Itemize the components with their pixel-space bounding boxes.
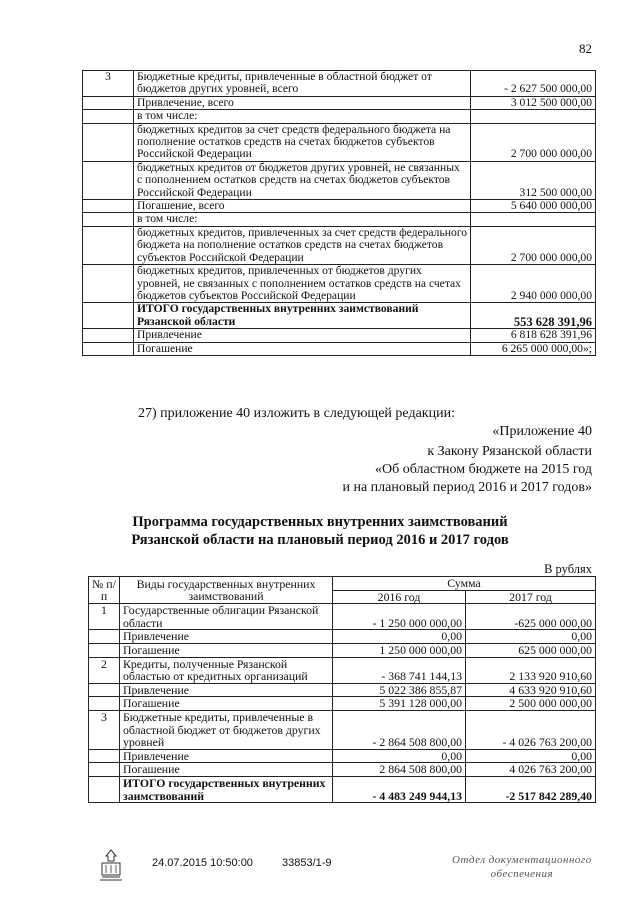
borrowing-program-table <box>88 576 596 803</box>
row-value: 2 940 000 000,00 <box>471 265 596 303</box>
row-value: 5 640 000 000,00 <box>471 200 596 213</box>
table2-row <box>89 657 596 683</box>
row-value-2017: -625 000 000,00 <box>466 604 596 630</box>
row-desc: Привлечение <box>120 683 333 697</box>
budget-credits-table <box>82 70 596 356</box>
row-value-2016: 1 250 000 000,00 <box>333 643 466 657</box>
row-desc: Государственные облигации Рязанской области <box>120 604 333 630</box>
header-desc: Виды государственных внутренних заимствований <box>120 577 333 604</box>
table2-row <box>89 749 596 763</box>
row-desc: Привлечение <box>120 630 333 644</box>
annex-line-2: к Закону Рязанской области <box>427 444 592 459</box>
table1-row <box>83 265 596 303</box>
row-value-2016: - 2 864 508 800,00 <box>333 710 466 749</box>
row-value: 312 500 000,00 <box>471 161 596 199</box>
row-value: - 2 627 500 000,00 <box>471 71 596 97</box>
table1-row <box>83 342 596 355</box>
table1-row <box>83 161 596 199</box>
row-value <box>471 110 596 123</box>
stamp-line-1: Отдел документационного <box>452 854 592 866</box>
header-year-2017: 2017 год <box>466 590 596 604</box>
row-value-2017: - 4 026 763 200,00 <box>466 710 596 749</box>
row-value-2016: 5 391 128 000,00 <box>333 697 466 711</box>
table1-row <box>83 110 596 123</box>
table2-row <box>89 604 596 630</box>
row-value-2017: 2 133 920 910,60 <box>466 657 596 683</box>
row-num <box>89 697 120 711</box>
row-num <box>89 749 120 763</box>
footer-doc-id: 33853/1-9 <box>282 857 332 869</box>
row-num <box>83 226 134 264</box>
row-num: 2 <box>89 657 120 683</box>
table2-row <box>89 630 596 644</box>
row-num <box>89 643 120 657</box>
table1-row <box>83 303 596 329</box>
row-value-2016: 0,00 <box>333 630 466 644</box>
row-value: 553 628 391,96 <box>471 303 596 329</box>
row-value-2016: 0,00 <box>333 749 466 763</box>
row-num <box>83 96 134 109</box>
row-value-2017: 625 000 000,00 <box>466 643 596 657</box>
row-num <box>83 110 134 123</box>
row-value: 2 700 000 000,00 <box>471 226 596 264</box>
row-num <box>83 200 134 213</box>
header-num: № п/п <box>89 577 120 604</box>
row-desc: в том числе: <box>134 110 471 123</box>
row-value-2016: - 1 250 000 000,00 <box>333 604 466 630</box>
row-desc: бюджетных кредитов от бюджетов других уровней, не связанных с пополнением остатков средств на счетах бюджетов субъектов Российской Федерации <box>134 161 471 199</box>
row-desc: в том числе: <box>134 213 471 226</box>
row-desc: Погашение <box>134 342 471 355</box>
table2-row <box>89 776 596 802</box>
row-value-2016: - 4 483 249 944,13 <box>333 776 466 802</box>
row-desc: Погашение <box>120 643 333 657</box>
row-value: 3 012 500 000,00 <box>471 96 596 109</box>
table1-row <box>83 329 596 342</box>
row-num: 1 <box>89 604 120 630</box>
row-desc: Привлечение <box>120 749 333 763</box>
row-value-2017: 2 500 000 000,00 <box>466 697 596 711</box>
heading-line-1: Программа государственных внутренних заимствований <box>132 514 508 530</box>
table1-row <box>83 200 596 213</box>
table1-row <box>83 96 596 109</box>
row-desc: Привлечение <box>134 329 471 342</box>
row-value-2016: - 368 741 144,13 <box>333 657 466 683</box>
row-num <box>83 329 134 342</box>
row-num <box>83 342 134 355</box>
row-num <box>89 776 120 802</box>
row-desc: бюджетных кредитов, привлеченных от бюджетов других уровней, не связанных с пополнением остатков средств на счетах бюджетов субъектов Российской Федерации <box>134 265 471 303</box>
row-desc: бюджетных кредитов, привлеченных за счет средств федерального бюджета на пополнение остатков средств на счетах бюджетов субъектов Российской Федерации <box>134 226 471 264</box>
table2-row <box>89 643 596 657</box>
row-desc: Бюджетные кредиты, привлеченные в областной бюджет от бюджетов других уровней <box>120 710 333 749</box>
row-num <box>83 123 134 161</box>
footer-timestamp: 24.07.2015 10:50:00 <box>152 857 253 869</box>
item-27-text: 27) приложение 40 изложить в следующей редакции: <box>138 406 455 421</box>
program-heading <box>0 513 640 549</box>
row-value-2017: 4 633 920 910,60 <box>466 683 596 697</box>
annex-line-4: и на плановый период 2016 и 2017 годов» <box>342 480 592 495</box>
row-num <box>83 213 134 226</box>
row-desc: ИТОГО государственных внутренних заимствований Рязанской области <box>134 303 471 329</box>
table1-row <box>83 226 596 264</box>
row-value: 6 818 628 391,96 <box>471 329 596 342</box>
row-desc: Привлечение, всего <box>134 96 471 109</box>
row-value-2017: 0,00 <box>466 749 596 763</box>
row-value-2017: -2 517 842 289,40 <box>466 776 596 802</box>
department-stamp <box>452 853 592 881</box>
table1-row <box>83 213 596 226</box>
row-desc: Кредиты, полученные Рязанской областью от кредитных организаций <box>120 657 333 683</box>
row-value-2017: 0,00 <box>466 630 596 644</box>
page-number: 82 <box>579 41 592 56</box>
row-num <box>89 630 120 644</box>
heading-line-2: Рязанской области на плановый период 2016 и 2017 годов <box>131 532 509 548</box>
row-value: 2 700 000 000,00 <box>471 123 596 161</box>
row-desc: Погашение <box>120 697 333 711</box>
table1-row <box>83 123 596 161</box>
table2-row <box>89 697 596 711</box>
unit-label: В рублях <box>544 562 592 576</box>
header-year-2016: 2016 год <box>333 590 466 604</box>
row-desc: Погашение <box>120 763 333 777</box>
stamp-line-2: обеспечения <box>490 868 554 880</box>
table2-row <box>89 763 596 777</box>
row-value-2016: 2 864 508 800,00 <box>333 763 466 777</box>
row-desc: Погашение, всего <box>134 200 471 213</box>
row-num <box>83 265 134 303</box>
row-num <box>89 683 120 697</box>
annex-line-1: «Приложение 40 <box>492 424 592 439</box>
header-sum: Сумма <box>333 577 596 591</box>
row-num: 3 <box>83 71 134 97</box>
row-desc: Бюджетные кредиты, привлеченные в областной бюджет от бюджетов других уровней, всего <box>134 71 471 97</box>
row-num <box>83 303 134 329</box>
row-desc: бюджетных кредитов за счет средств федерального бюджета на пополнение остатков средств на счетах бюджетов субъектов Российской Федерации <box>134 123 471 161</box>
row-desc: ИТОГО государственных внутренних заимствований <box>120 776 333 802</box>
row-value <box>471 213 596 226</box>
table2-row <box>89 710 596 749</box>
row-value-2016: 5 022 386 855,87 <box>333 683 466 697</box>
row-value-2017: 4 026 763 200,00 <box>466 763 596 777</box>
annex-line-3: «Об областном бюджете на 2015 год <box>375 462 592 477</box>
row-num <box>89 763 120 777</box>
row-num <box>83 161 134 199</box>
table2-row <box>89 683 596 697</box>
row-num: 3 <box>89 710 120 749</box>
emblem-icon <box>98 847 124 883</box>
row-value: 6 265 000 000,00»; <box>471 342 596 355</box>
table1-row <box>83 71 596 97</box>
